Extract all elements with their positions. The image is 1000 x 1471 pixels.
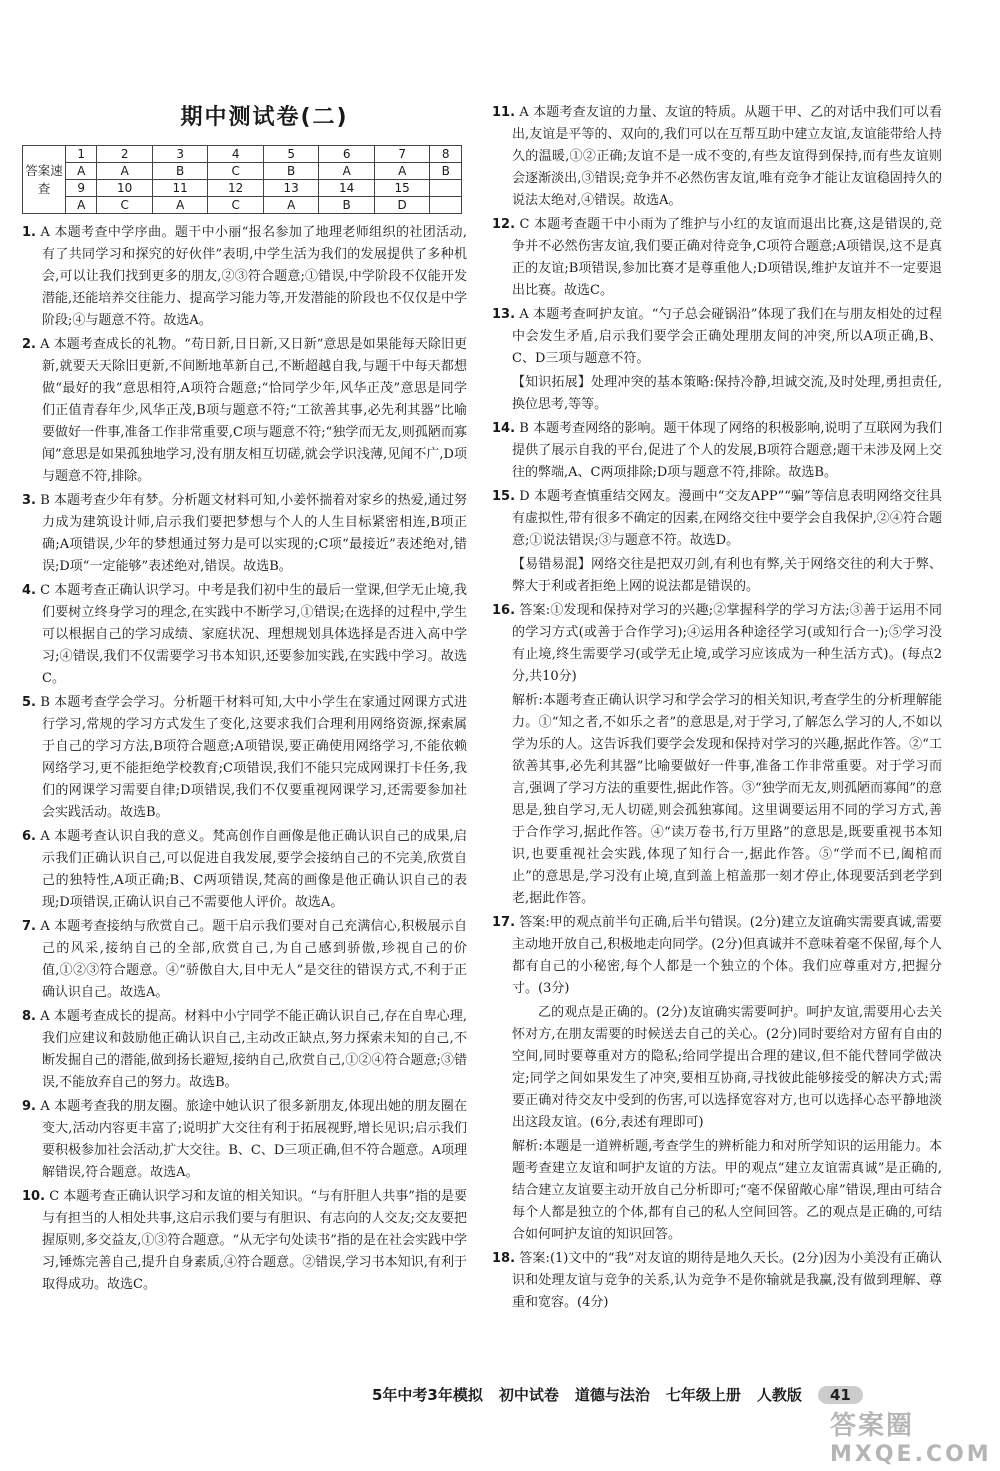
table-cell: A	[66, 197, 97, 214]
analysis-paragraph	[492, 690, 942, 910]
left-column	[22, 100, 467, 1298]
right-answer-list	[492, 102, 942, 1314]
answer-item	[492, 418, 942, 484]
item-number: 11.	[492, 105, 516, 120]
table-cell: C	[97, 197, 153, 214]
item-text: B 本题考查学会学习。分析题干材料可知,大中小学生在家通过网课方式进行学习,常规的学习方式发生了变化,这要求我们合理利用网络资源,探索属于自己的学习方法,B项符合题意;A项错误,要正确使用网络学习,不能依赖网络学习,更不能拒绝学校教育;C项错误,我们不能只完成网课打卡任务,我们的网课学习需要自律;D项错误,我们不仅要重视网课学习,还需要参加社会实践活动。故选B。	[40, 695, 467, 820]
answer-item	[22, 1096, 467, 1184]
table-cell	[430, 197, 462, 214]
item-number: 1.	[22, 225, 36, 240]
answer-item	[492, 486, 942, 552]
table-cell: B	[263, 163, 319, 180]
table-cell: A	[263, 197, 319, 214]
item-text: B 本题考查少年有梦。分析题文材料可知,小姜怀揣着对家乡的热爱,通过努力成为建筑设计师,启示我们要把梦想与个人的人生目标紧密相连,B项正确;A项错误,少年的梦想通过努力是可以实现的;C项“最接近”表述绝对,错误;D项“一定能够”表述绝对,错误。故选B。	[40, 493, 468, 574]
answer-item	[492, 304, 942, 370]
table-cell: 6	[319, 146, 375, 163]
item-text: D 本题考查慎重结交网友。漫画中“交友APP”“骗”等信息表明网络交往具有虚拟性,带有很多不确定的因素,在网络交往中要学会自我保护,②④符合题意;①说法错误;③与题意不符。故选D。	[512, 489, 942, 548]
answer-paragraph	[492, 1002, 942, 1134]
item-text: A 本题考查认识自我的意义。梵高创作自画像是他正确认识自己的成果,启示我们正确认识自己,可以促进自我发展,要学会接纳自己的不完美,欣赏自己的独特性,A项正确;B、C两项错误,梵高的画像是他正确认识自己的表现;D项错误,正确认识自己不需要他人评价。故选A。	[40, 829, 467, 910]
item-number: 10.	[22, 1189, 46, 1204]
answer-table-row	[23, 146, 462, 163]
table-cell: 4	[208, 146, 264, 163]
footer-series: 5年中考3年模拟	[372, 1386, 483, 1404]
answer-item	[22, 1186, 467, 1296]
answer-item	[492, 600, 942, 688]
answer-table-row	[23, 180, 462, 197]
item-number: 4.	[22, 583, 36, 598]
item-text: A 本题考查中学序曲。题干中小丽“报名参加了地理老师组织的社团活动,有了共同学习和探究的好伙伴”表明,中学生活为我们的发展提供了多种机会,可以让我们找到更多的朋友,②③符合题意;①错误,中学阶段不仅能开发潜能,还能培养交往能力、提高学习能力等,开发潜能的阶段也不仅仅是中学阶段;④与题意不符。故选A。	[40, 225, 467, 328]
item-text: A 本题考查成长的礼物。“苟日新,日日新,又日新”意思是如果能每天除旧更新,就要天天除旧更新,不间断地革新自己,不断超越自我,与题干中每天都想做“最好的我”意思相符,A项符合题意;“恰同学少年,风华正茂”意思是同学们正值青春年少,风华正茂,B项与题意不符;“工欲善其事,必先利其器”比喻要做好一件事,准备工作非常重要,C项与题意不符;“独学而无友,则孤陋而寡闻”意思是如果孤独地学习,没有朋友相互切磋,就会学识浅薄,见闻不广,D项与题意不符,排除。	[40, 337, 467, 484]
left-answer-list	[22, 222, 467, 1296]
footer-subject: 道德与法治	[574, 1386, 650, 1404]
answer-item	[492, 1248, 942, 1314]
item-text: 【知识拓展】处理冲突的基本策略:保持冷静,坦诚交流,及时处理,勇担责任,换位思考,等等。	[512, 375, 942, 412]
table-cell: C	[208, 163, 264, 180]
item-number: 9.	[22, 1099, 36, 1114]
table-cell: 3	[152, 146, 208, 163]
error-note	[492, 554, 942, 598]
answer-table	[22, 145, 462, 214]
item-text: A 本题考查我的朋友圈。旅途中她认识了很多新朋友,体现出她的朋友圈在变大,活动内容更丰富了;说明扩大交往有利于拓展视野,增长见识;启示我们要积极参加社会活动,扩大交往。B、C、D三项正确,但不符合题意。A项理解错误,符合题意。故选A。	[40, 1099, 467, 1180]
table-cell: 11	[152, 180, 208, 197]
table-cell: D	[374, 197, 430, 214]
item-text: A 本题考查成长的提高。材料中小宁同学不能正确认识自己,存在自卑心理,我们应建议和鼓励他正确认识自己,主动改正缺点,努力探索未知的自己,不断发掘自己的潜能,做到扬长避短,接纳自己,欣赏自己,①②④符合题意;③错误,不能放弃自己的努力。故选B。	[40, 1009, 467, 1090]
item-number: 3.	[22, 493, 36, 508]
footer-edition: 人教版	[756, 1386, 802, 1404]
table-cell: A	[374, 163, 430, 180]
watermark-logo	[830, 1405, 990, 1465]
footer-type: 初中试卷	[498, 1386, 559, 1404]
watermark-url: MXQE.COM	[830, 1442, 992, 1467]
item-number: 7.	[22, 919, 36, 934]
item-number: 8.	[22, 1009, 36, 1024]
answer-item	[22, 334, 467, 488]
table-cell: B	[319, 197, 375, 214]
item-text: 乙的观点是正确的。(2分)友谊确实需要呵护。呵护友谊,需要用心去关怀对方,在朋友需要的时候送去自己的关心。(2分)同时要给对方留有自由的空间,同时要尊重对方的隐私;给同学提出合理的建议,但不能代替同学做决定;同学之间如果发生了冲突,要相互协商,寻找彼此能够接受的解决方式;需要正确对待交友中受到的伤害,可以选择宽容对方,也可以选择心态平静地淡出这段友谊。(6分,表述有理即可)	[512, 1005, 942, 1130]
table-cell: 1	[66, 146, 97, 163]
item-number: 5.	[22, 695, 36, 710]
table-cell: 10	[97, 180, 153, 197]
item-text: 答案:(1)文中的“我”对友谊的期待是地久天长。(2分)因为小美没有正确认识和处理友谊与竞争的关系,认为竞争不是你输就是我赢,没有做到理解、尊重和宽容。(4分)	[512, 1251, 942, 1310]
page-footer	[372, 1384, 932, 1405]
page-number: 41	[818, 1386, 863, 1404]
watermark-text: 答案圈	[830, 1411, 915, 1441]
item-text: B 本题考查网络的影响。题干体现了网络的积极影响,说明了互联网为我们提供了展示自我的平台,促进了个人的发展,B项符合题意;题干未涉及网上交往的弊端,A、C两项排除;D项与题意不符,排除。故选B。	[512, 421, 942, 480]
table-cell: B	[430, 163, 462, 180]
table-cell: C	[208, 197, 264, 214]
item-text: 解析:本题是一道辨析题,考查学生的辨析能力和对所学知识的运用能力。本题考查建立友谊和呵护友谊的方法。甲的观点“建立友谊需真诚”是正确的,结合建立友谊要主动开放自己分析即可;“毫不保留敞心扉”错误,理由可结合每个人都是独立的个体,都有自己的私人空间回答。乙的观点是正确的,可结合如何呵护友谊的知识回答。	[512, 1139, 942, 1242]
footer-grade: 七年级上册	[665, 1386, 741, 1404]
right-column	[492, 102, 942, 1316]
answer-item	[22, 692, 467, 824]
table-cell: 15	[374, 180, 430, 197]
page-title: 期中测试卷(二)	[180, 105, 349, 130]
answer-item	[22, 490, 467, 578]
table-cell: 14	[319, 180, 375, 197]
answer-item	[492, 102, 942, 212]
item-number: 18.	[492, 1251, 516, 1266]
item-number: 17.	[492, 915, 516, 930]
table-cell: 5	[263, 146, 319, 163]
item-text: 答案:甲的观点前半句正确,后半句错误。(2分)建立友谊确实需要真诚,需要主动地开放自己,积极地走向同学。(2分)但真诚并不意味着毫不保留,每个人都有自己的小秘密,每个人都是一个独立的个体。我们应尊重对方,把握分寸。(3分)	[512, 915, 942, 996]
item-text: 答案:①发现和保持对学习的兴趣;②掌握科学的学习方法;③善于运用不同的学习方式(或善于合作学习);④运用各种途径学习(或知行合一);⑤学习没有止境,终生需要学习(或学无止境,或学习应该成为一种生活方式)。(每点2分,共10分)	[512, 603, 943, 684]
table-cell: A	[152, 197, 208, 214]
table-cell: 2	[97, 146, 153, 163]
table-cell: 12	[208, 180, 264, 197]
table-cell: 9	[66, 180, 97, 197]
item-number: 6.	[22, 829, 36, 844]
table-cell: A	[97, 163, 153, 180]
item-text: C 本题考查正确认识学习和友谊的相关知识。“与有肝胆人共事”指的是要与有担当的人相处共事,这启示我们要与有胆识、有志向的人交友;交友要把握原则,多交益友,①③符合题意。“从无字句处读书”指的是在社会实践中学习,锤炼完善自己,提升自身素质,④符合题意。②错误,学习书本知识,有利于取得成功。故选C。	[42, 1189, 467, 1292]
item-text: A 本题考查友谊的力量、友谊的特质。从题干甲、乙的对话中我们可以看出,友谊是平等的、双向的,我们可以在互帮互助中建立友谊,友谊能带给人持久的温暖,①②正确;友谊不是一成不变的,有些友谊得到保持,而有些友谊则会逐渐淡出,③错误;竞争并不必然伤害友谊,唯有竞争才能让友谊稳固持久的说法太绝对,④错误。故选A。	[512, 105, 942, 208]
answer-table-label: 答案速查	[23, 146, 66, 214]
answer-item	[492, 912, 942, 1000]
item-number: 15.	[492, 489, 516, 504]
answer-item	[22, 916, 467, 1004]
table-cell: A	[319, 163, 375, 180]
table-cell: 8	[430, 146, 462, 163]
answer-item	[22, 1006, 467, 1094]
answer-table-row	[23, 197, 462, 214]
item-text: C 本题考查正确认识学习。中考是我们初中生的最后一堂课,但学无止境,我们要树立终身学习的理念,在实践中不断学习,①错误;在选择的过程中,学生可以根据自己的学习成绩、家庭状况、理想规划具体选择是否进入高中学习;④错误,我们不仅需要学习书本知识,还要参加实践,在实践中学习。故选C。	[40, 583, 467, 686]
answer-item	[492, 214, 942, 302]
item-number: 14.	[492, 421, 516, 436]
answer-item	[22, 222, 467, 332]
table-cell: B	[152, 163, 208, 180]
answer-item	[22, 826, 467, 914]
item-text: C 本题考查题干中小雨为了维护与小红的友谊而退出比赛,这是错误的,竞争并不必然伤害友谊,我们要正确对待竞争,C项符合题意;A项错误,这不是真正的友谊;B项错误,参加比赛才是尊重他人;D项错误,维护友谊并不一定要退出比赛。故选C。	[512, 217, 942, 298]
table-cell: 13	[263, 180, 319, 197]
item-number: 12.	[492, 217, 516, 232]
table-cell: A	[66, 163, 97, 180]
analysis-paragraph	[492, 1136, 942, 1246]
item-text: 【易错易混】网络交往是把双刃剑,有利也有弊,关于网络交往的利大于弊、弊大于利或者拒绝上网的说法都是错误的。	[512, 557, 942, 594]
table-cell	[430, 180, 462, 197]
answer-item	[22, 580, 467, 690]
item-number: 13.	[492, 307, 516, 322]
knowledge-note	[492, 372, 942, 416]
item-number: 2.	[22, 337, 36, 352]
item-text: 解析:本题考查正确认识学习和学会学习的相关知识,考查学生的分析理解能力。①“知之者,不如乐之者”的意思是,对于学习,了解怎么学习的人,不如以学为乐的人。这告诉我们要学会发现和保持对学习的兴趣,据此作答。②“工欲善其事,必先利其器”比喻要做好一件事,准备工作非常重要。对于学习而言,强调了学习方法的重要性,据此作答。③“独学而无友,则孤陋而寡闻”的意思是,独自学习,无人切磋,则会孤独寡闻。这里调要运用不同的学习方式,善于合作学习,据此作答。④“读万卷书,行万里路”的意思是,既要重视书本知识,也要重视社会实践,体现了知行合一,据此作答。⑤“学而不已,阖棺而止”的意思是,学习没有止境,直到盖上棺盖那一刻才停止,体现要活到老学到老,据此作答。	[512, 693, 942, 906]
item-text: A 本题考查呵护友谊。“勺子总会碰锅沿”体现了我们在与朋友相处的过程中会发生矛盾,启示我们要学会正确处理朋友间的冲突,所以A项正确,B、C、D三项与题意不符。	[512, 307, 942, 366]
table-cell: 7	[374, 146, 430, 163]
item-number: 16.	[492, 603, 516, 618]
answer-table-row	[23, 163, 462, 180]
item-text: A 本题考查接纳与欣赏自己。题干启示我们要对自己充满信心,积极展示自己的风采,接纳自己的全部,欣赏自己,为自己感到骄傲,珍视自己的价值,①②③符合题意。④“骄傲自大,目中无人”是交往的错误方式,不利于正确认识自己。故选A。	[40, 919, 467, 1000]
